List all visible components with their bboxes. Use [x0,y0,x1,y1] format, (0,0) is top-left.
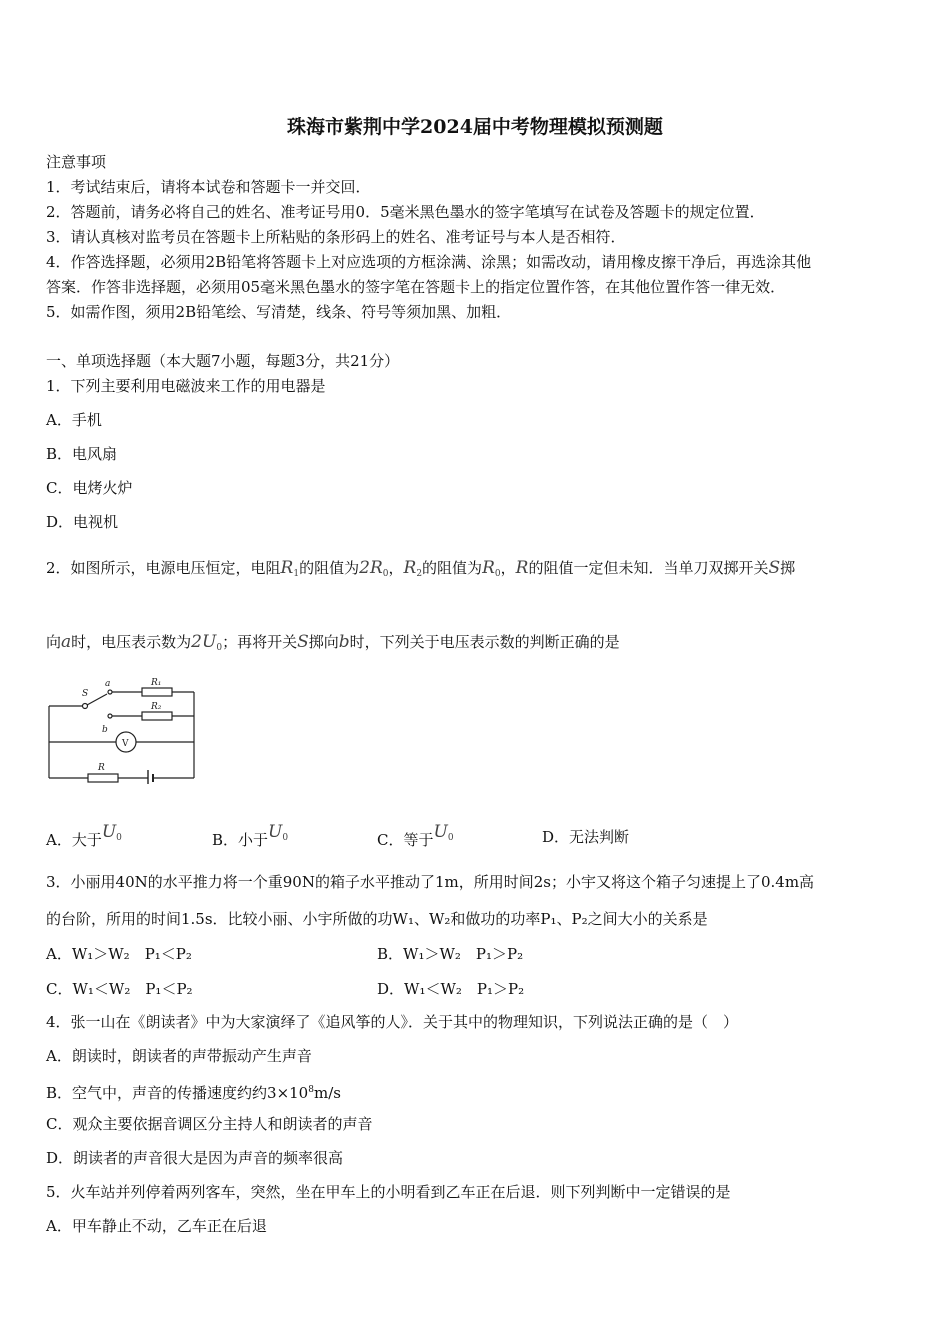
r2-symbol: $R_2$ [403,558,423,579]
q3-option-c: C．W₁＜W₂ P₁＜P₂ [46,980,193,998]
r-symbol: R [515,558,529,578]
notice-item: 5．如需作图，须用2B铅笔绘、写清楚，线条、符号等须加黑、加粗． [46,303,512,321]
label-b: b [102,725,108,735]
label-r1: R₁ [151,678,162,688]
s-symbol: S [297,632,309,652]
r1-symbol: $R_1$ [280,558,300,579]
circuit-diagram [44,676,204,784]
switch-pivot [83,704,88,709]
q1-option-b: B．电风扇 [46,445,118,463]
q2-option-d: D．无法判断 [542,828,630,846]
two-r0-symbol: $2R_0$ [359,558,389,579]
question-5-stem: 5．火车站并列停着两列客车，突然，坐在甲车上的小明看到乙车正在后退．则下列判断中一定错误的是 [46,1183,731,1201]
question-2-line-1: 2．如图所示，电源电压恒定，电阻$R_1$的阻值为$2R_0$，$R_2$的阻值为$R_0$，R的阻值一定但未知．当单刀双掷开关S掷 [46,558,796,579]
q2-option-b: B．小于$U_0$ [212,822,289,849]
q2-option-c: C．等于$U_0$ [377,822,454,849]
notice-item: 4．作答选择题，必须用2B铅笔将答题卡上对应选项的方框涂满、涂黑；如需改动，请用橡皮擦干净后，再选涂其他 [46,253,812,271]
two-u0-symbol: $2U_0$ [191,632,223,653]
label-r: R [98,763,105,773]
switch-blade [87,694,107,705]
notice-item: 1．考试结束后，请将本试卷和答题卡一并交回． [46,178,371,196]
question-1-stem: 1．下列主要利用电磁波来工作的用电器是 [46,377,326,395]
r-resistor [88,774,118,782]
q1-option-c: C．电烤火炉 [46,479,133,497]
q2-option-a: A．大于$U_0$ [46,822,122,849]
section-heading: 一、单项选择题（本大题7小题，每题3分，共21分） [46,352,400,370]
q3-option-d: D．W₁＜W₂ P₁＞P₂ [377,980,525,998]
notice-heading: 注意事项 [46,153,107,171]
page-title: 珠海市紫荆中学2024届中考物理模拟预测题 [287,116,663,138]
notice-item: 答案．作答非选择题，必须用05毫米黑色墨水的签字笔在答题卡上的指定位置作答，在其他位置作答一律无效． [46,278,786,296]
question-2-line-2: 向a时，电压表示数为$2U_0$；再将开关S掷向b时，下列关于电压表示数的判断正确的是 [46,632,620,653]
s-symbol: S [768,558,781,578]
q4-option-a: A．朗读时，朗读者的声带振动产生声音 [46,1047,312,1065]
r0-symbol: $R_0$ [482,558,501,579]
r1-resistor [142,688,172,696]
q4-option-d: D．朗读者的声音很大是因为声音的频率很高 [46,1149,344,1167]
a-symbol: a [61,632,72,652]
q4-option-b: B．空气中，声音的传播速度约约$3\times 10^8m/s$ [46,1084,341,1102]
b-symbol: b [338,632,350,652]
contact-b [108,714,112,718]
label-r2: R₂ [151,702,162,712]
q5-option-a: A．甲车静止不动，乙车正在后退 [46,1217,267,1235]
q3-option-a: A．W₁＞W₂ P₁＜P₂ [46,945,192,963]
label-v: V [122,739,129,749]
label-s: S [82,689,89,699]
contact-a [108,690,112,694]
question-3-line-1: 3．小丽用40N的水平推力将一个重90N的箱子水平推动了1m，所用时间2s；小宇又将这个箱子匀速提上了0.4m高 [46,873,815,891]
q1-option-d: D．电视机 [46,513,119,531]
notice-item: 2．答题前，请务必将自己的姓名、准考证号用0．5毫米黑色墨水的签字笔填写在试卷及答题卡的规定位置． [46,203,765,221]
question-3-line-2: 的台阶，所用的时间1.5s．比较小丽、小宇所做的功W₁、W₂和做功的功率P₁、P₂之间大小的关系是 [46,910,708,928]
question-4-stem: 4．张一山在《朗读者》中为大家演绎了《追风筝的人》．关于其中的物理知识，下列说法正确的是（ ） [46,1013,739,1031]
label-a: a [105,679,111,689]
q1-option-a: A．手机 [46,411,102,429]
q3-option-b: B．W₁＞W₂ P₁＞P₂ [377,945,524,963]
notice-item: 3．请认真核对监考员在答题卡上所粘贴的条形码上的姓名、准考证号与本人是否相符． [46,228,626,246]
r2-resistor [142,712,172,720]
q4-option-c: C．观众主要依据音调区分主持人和朗读者的声音 [46,1115,373,1133]
